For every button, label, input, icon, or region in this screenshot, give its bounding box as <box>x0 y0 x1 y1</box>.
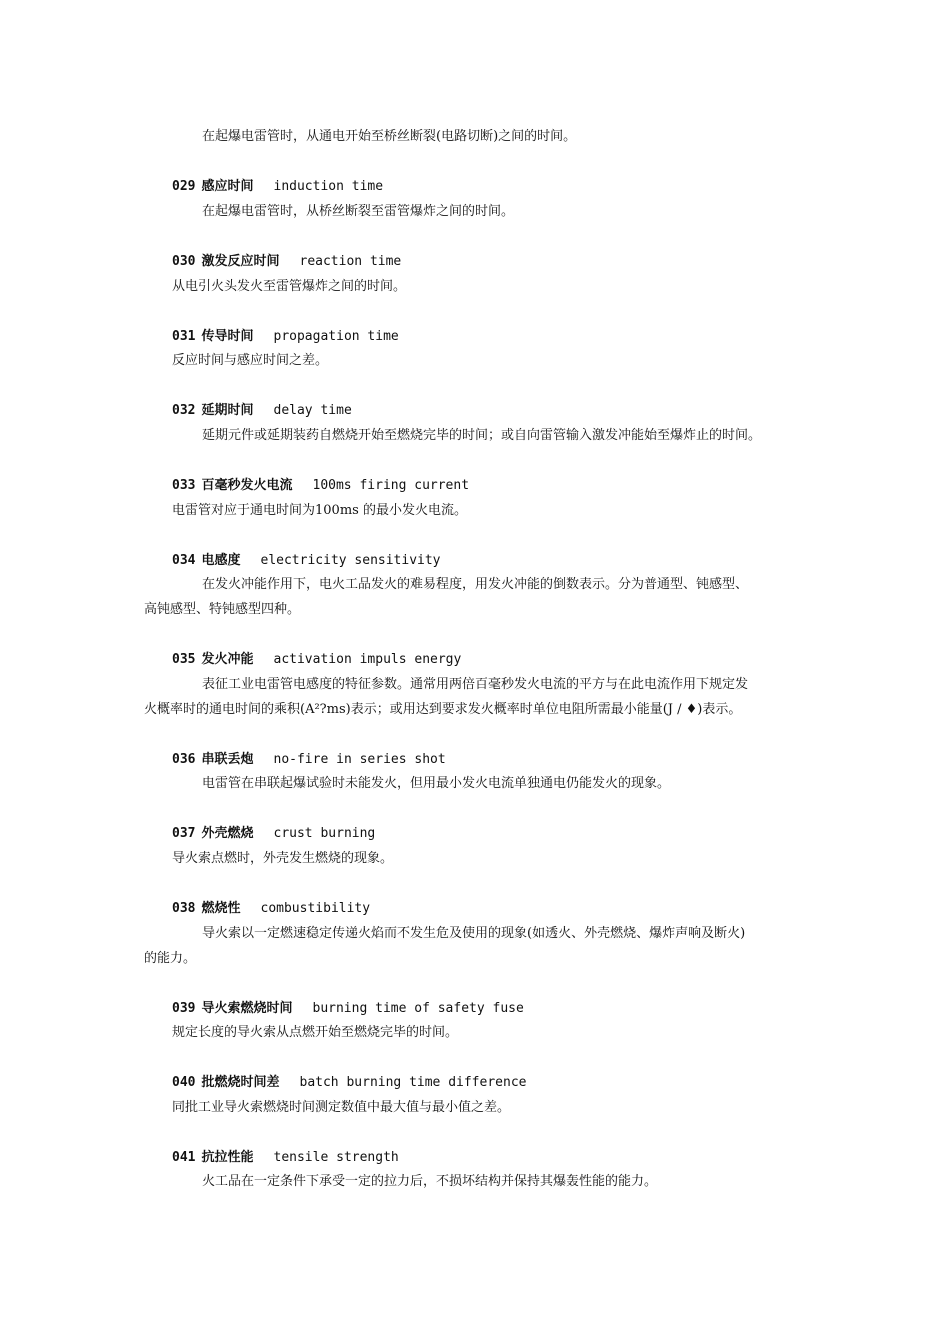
entry-definition: 表征工业电雷管电感度的特征参数。通常用两倍百毫秒发火电流的平方与在此电流作用下规定发 <box>202 677 749 692</box>
entry-definition: 导火索点燃时，外壳发生燃烧的现象。 <box>172 851 394 866</box>
entry-heading <box>172 402 352 420</box>
entry-definition: 导火索以一定燃速稳定传递火焰而不发生危及使用的现象(如透火、外壳燃烧、爆炸声响及断火) <box>202 926 746 941</box>
entry-number: 031 <box>172 329 196 344</box>
entry-definition-continued: 的能力。 <box>144 951 197 966</box>
entry-term-en: induction time <box>273 179 384 194</box>
entry-number: 040 <box>172 1075 196 1090</box>
entry-term-en: reaction time <box>299 254 402 269</box>
entry-heading <box>172 328 399 346</box>
entry-number: 029 <box>172 179 196 194</box>
entry-definition-continued: 火概率时的通电时间的乘积(A²?ms)表示；或用达到要求发火概率时单位电阻所需最小能量(J / ♦)表示。 <box>144 702 742 717</box>
entry-term-en: tensile strength <box>273 1150 399 1165</box>
entry-term-cn: 百毫秒发火电流 <box>201 478 293 493</box>
entry-term-cn: 电感度 <box>201 553 241 568</box>
entry-number: 032 <box>172 403 196 418</box>
entry-definition: 火工品在一定条件下承受一定的拉力后，不损坏结构并保持其爆轰性能的能力。 <box>202 1174 658 1189</box>
entry-definition: 在起爆电雷管时，从桥丝断裂至雷管爆炸之间的时间。 <box>202 204 515 219</box>
entry-term-cn: 批燃烧时间差 <box>201 1075 280 1090</box>
entry-definition: 同批工业导火索燃烧时间测定数值中最大值与最小值之差。 <box>172 1100 511 1115</box>
entry-term-en: 100ms firing current <box>312 478 470 493</box>
entry-definition: 反应时间与感应时间之差。 <box>172 353 329 368</box>
entry-term-en: electricity sensitivity <box>260 553 441 568</box>
intro-definition: 在起爆电雷管时，从通电开始至桥丝断裂(电路切断)之间的时间。 <box>202 129 577 144</box>
entry-definition-continued: 高钝感型、特钝感型四种。 <box>144 602 301 617</box>
entry-term-en: combustibility <box>260 901 371 916</box>
entry-heading <box>172 552 441 570</box>
entry-definition: 从电引火头发火至雷管爆炸之间的时间。 <box>172 279 407 294</box>
entry-heading <box>172 178 383 196</box>
entry-number: 041 <box>172 1150 196 1165</box>
entry-term-en: propagation time <box>273 329 399 344</box>
entry-heading <box>172 477 469 495</box>
entry-term-cn: 激发反应时间 <box>201 254 280 269</box>
entry-definition: 在发火冲能作用下，电火工品发火的难易程度，用发火冲能的倒数表示。分为普通型、钝感型、 <box>202 577 749 592</box>
entry-term-en: activation impuls energy <box>273 652 462 667</box>
entry-definition: 电雷管对应于通电时间为100ms 的最小发火电流。 <box>172 503 467 518</box>
entry-term-cn: 感应时间 <box>201 179 254 194</box>
entry-heading <box>172 1000 524 1018</box>
entry-heading <box>172 253 401 271</box>
entry-definition: 规定长度的导火索从点燃开始至燃烧完毕的时间。 <box>172 1025 459 1040</box>
entry-term-en: crust burning <box>273 826 376 841</box>
entry-number: 037 <box>172 826 196 841</box>
entry-number: 038 <box>172 901 196 916</box>
entry-number: 036 <box>172 752 196 767</box>
entry-term-cn: 燃烧性 <box>201 901 241 916</box>
entry-term-cn: 抗拉性能 <box>201 1150 254 1165</box>
entry-term-cn: 导火索燃烧时间 <box>201 1001 293 1016</box>
entry-definition: 延期元件或延期装药自燃烧开始至燃烧完毕的时间；或自向雷管输入激发冲能始至爆炸止的时间。 <box>202 428 762 443</box>
entry-term-en: batch burning time difference <box>299 1075 527 1090</box>
entry-term-en: no-fire in series shot <box>273 752 446 767</box>
entry-term-cn: 延期时间 <box>201 403 254 418</box>
entry-number: 035 <box>172 652 196 667</box>
entry-number: 039 <box>172 1001 196 1016</box>
entry-heading <box>172 651 461 669</box>
entry-term-cn: 外壳燃烧 <box>201 826 254 841</box>
entry-number: 030 <box>172 254 196 269</box>
entry-term-cn: 发火冲能 <box>201 652 254 667</box>
entry-heading <box>172 1149 399 1167</box>
entry-term-en: burning time of safety fuse <box>312 1001 524 1016</box>
entry-number: 034 <box>172 553 196 568</box>
entry-heading <box>172 751 446 769</box>
entry-term-en: delay time <box>273 403 352 418</box>
entry-heading <box>172 825 375 843</box>
entry-definition: 电雷管在串联起爆试验时未能发火，但用最小发火电流单独通电仍能发火的现象。 <box>202 776 671 791</box>
entry-term-cn: 传导时间 <box>201 329 254 344</box>
entry-term-cn: 串联丢炮 <box>201 752 254 767</box>
entry-heading <box>172 1074 526 1092</box>
entry-number: 033 <box>172 478 196 493</box>
entry-heading <box>172 900 370 918</box>
